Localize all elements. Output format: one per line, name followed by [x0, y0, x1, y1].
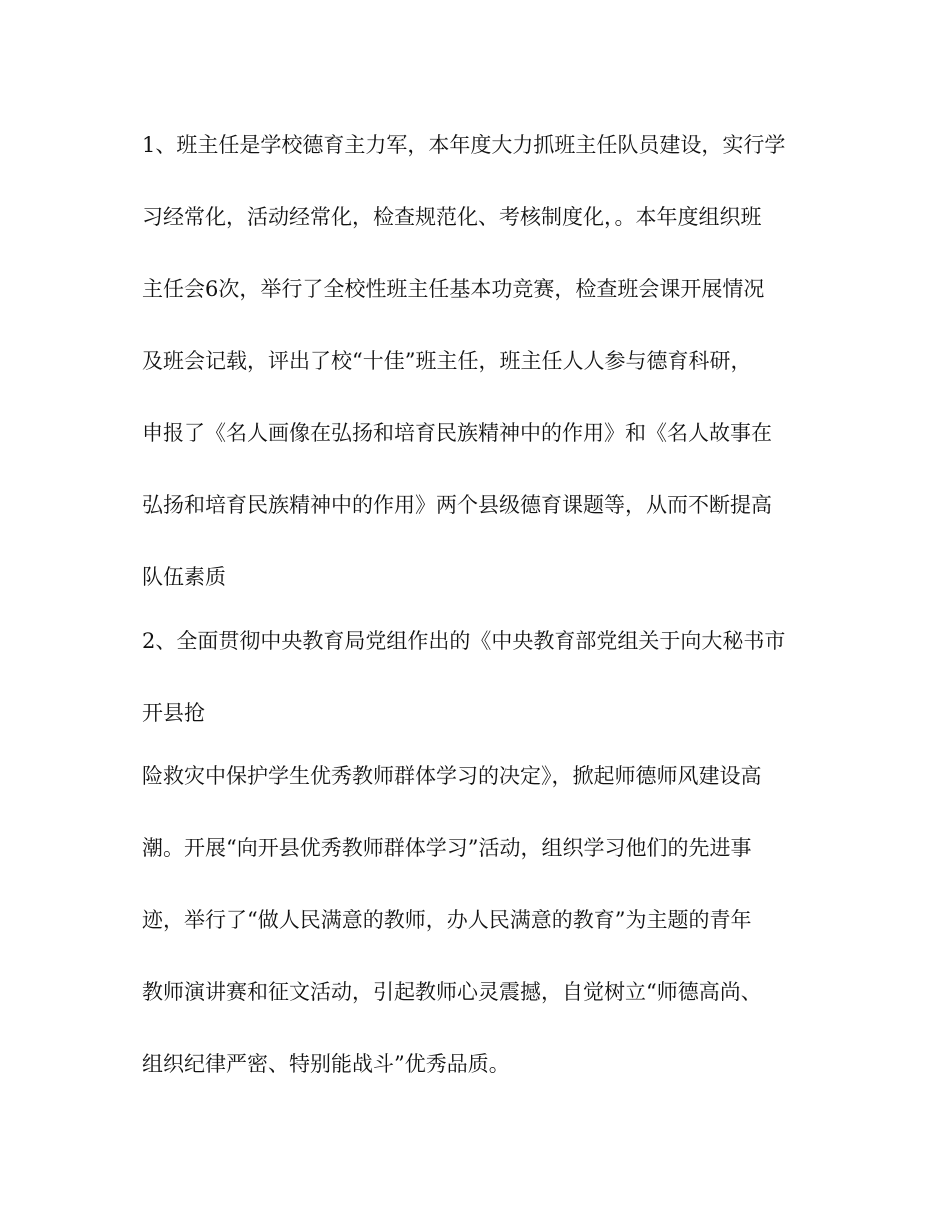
text-line-13: 教师演讲赛和征文活动，引起教师心灵震撼，自觉树立“师德高尚、	[142, 980, 762, 1004]
text-line-3: 主任会6次，举行了全校性班主任基本功竞赛，检查班会课开展情况	[142, 277, 765, 301]
text-line-11: 潮。开展“向开县优秀教师群体学习”活动，组织学习他们的先进事	[142, 836, 752, 860]
text-line-1: 1、班主任是学校德育主力军，本年度大力抓班主任队员建设，实行学	[142, 133, 786, 157]
text-line-6: 弘扬和培育民族精神中的作用》两个县级德育课题等，从而不断提高	[142, 493, 772, 517]
text-line-2: 习经常化，活动经常化，检查规范化、考核制度化，。本年度组织班	[142, 205, 762, 229]
text-line-9: 开县抢	[142, 701, 205, 725]
text-line-8: 2、全面贯彻中央教育局党组作出的《中央教育部党组关于向大秘书市	[142, 629, 786, 653]
text-line-7: 队伍素质	[142, 565, 226, 589]
text-line-4: 及班会记载，评出了校“十佳”班主任，班主任人人参与德育科研，	[142, 349, 752, 373]
text-line-5: 申报了《名人画像在弘扬和培育民族精神中的作用》和《名人故事在	[142, 421, 772, 445]
text-line-10: 险救灾中保护学生优秀教师群体学习的决定》，掀起师德师风建设高	[142, 764, 762, 788]
text-line-14: 组织纪律严密、特别能战斗”优秀品质。	[142, 1052, 510, 1076]
text-line-12: 迹，举行了“做人民满意的教师，办人民满意的教育”为主题的青年	[142, 908, 752, 932]
